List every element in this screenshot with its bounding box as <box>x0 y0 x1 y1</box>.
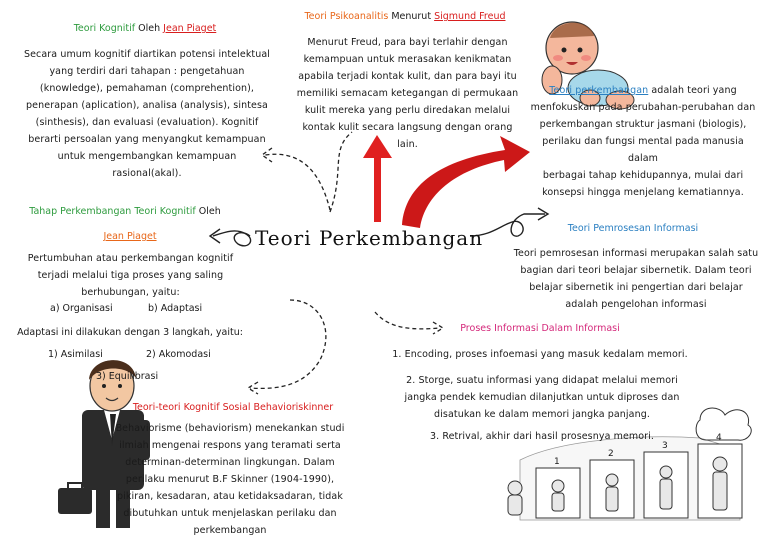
stage-label-4: 4 <box>716 433 722 443</box>
kognitif-heading-name[interactable]: Jean Piaget <box>163 23 217 34</box>
tahap-step-2: 2) Akomodasi <box>146 349 211 360</box>
proses-item-3: 3. Retrival, akhir dari hasil prosesnya memori. <box>429 431 655 442</box>
tahap-heading-prefix: Tahap Perkembangan Teori Kognitif <box>29 206 196 217</box>
tahap-heading <box>10 205 240 219</box>
tahap-body: Pertumbuhan atau perkembangan kognitif terjadi melalui tiga proses yang saling berhubungan, yaitu: <box>27 253 234 298</box>
tahap-step-1: 1) Asimilasi <box>48 349 103 360</box>
kognitif-body: Secara umum kognitif diartikan potensi intelektual yang terdiri dari tahapan : pengetahuan (knowledge), pemahaman (comprehention), penerapan (aplication), analisa (analysis), sintesa (sinthesis), dan evaluasi (evaluation). Kognitif berarti persoalan yang menyangkut kemampuan untuk mengembangkan kemampuan rasional(akal). <box>23 49 271 179</box>
proses-heading: Proses Informasi Dalam Informasi <box>460 323 620 334</box>
proses-item-1: 1. Encoding, proses infoemasi yang masuk kedalam memori. <box>392 349 688 360</box>
tahap-item-b: b) Adaptasi <box>148 303 203 314</box>
pemrosesan-heading: Teori Pemrosesan Informasi <box>567 223 699 234</box>
stage-label-2: 2 <box>608 449 614 459</box>
sosial-heading: Teori-teori Kognitif Sosial Behavioriskinner <box>132 402 334 413</box>
tahap-adaptasi-line: Adaptasi ini dilakukan dengan 3 langkah, yaitu: <box>17 327 243 338</box>
perkembangan-line-0 <box>528 82 758 99</box>
kognitif-heading <box>20 22 270 36</box>
psikoanalitis-heading-menurut: Menurut <box>391 11 432 22</box>
perkembangan-line-2: perkembangan struktur jasmani (biologis), <box>539 119 747 130</box>
perkembangan-line-0-text: adalah teori yang <box>651 85 737 96</box>
stage-label-3: 3 <box>662 441 668 451</box>
proses-item-2: 2. Storge, suatu informasi yang didapat melalui memori jangka pendek kemudian dilanjutkan untuk diproses dan disatukan ke dalam memori jangka panjang. <box>404 375 680 420</box>
perkembangan-body <box>528 82 758 201</box>
sosial-body: Behaviorisme (behaviorism) menekankan studi ilmiah mengenai respons yang teramati serta determinan-determinan lingkungan. Dalam perilaku menurut B.F Skinner (1904-1990), pikiran, kesadaran, atau ketidaksadaran, tidak dibutuhkan untuk menjelaskan perilaku dan perkembangan <box>115 423 345 536</box>
psikoanalitis-heading <box>285 10 525 24</box>
pemrosesan-body: Teori pemrosesan informasi merupakan salah satu bagian dari teori belajar sibernetik. Dalam teori belajar sibernetik ini pengertian dari belajar adalah pengelohan informasi <box>513 248 759 310</box>
tahap-heading-name-row <box>70 230 190 244</box>
perkembangan-line-5: konsepsi hingga menjelang kematiannya. <box>542 187 744 198</box>
tahap-heading-oleh: Oleh <box>198 206 221 217</box>
center-title: Teori Perkembangan <box>255 226 484 250</box>
stage-label-1: 1 <box>554 457 560 467</box>
psikoanalitis-heading-prefix: Teori Psikoanalitis <box>304 11 389 22</box>
perkembangan-line-3: perilaku dan fungsi mental pada manusia dalam <box>542 136 744 164</box>
perkembangan-link[interactable]: Teori perkembangan <box>549 85 649 96</box>
perkembangan-line-4: berbagai tahap kehidupannya, mulai dari <box>542 170 744 181</box>
kognitif-heading-prefix: Teori Kognitif <box>73 23 136 34</box>
psikoanalitis-heading-name[interactable]: Sigmund Freud <box>434 11 506 22</box>
tahap-step-3: 3) Equilibrasi <box>96 371 159 382</box>
psikoanalitis-body: Menurut Freud, para bayi terlahir dengan kemampuan untuk merasakan kenikmatan apabila terjadi kontak kulit, dan para bayi itu memiliki semacam ketegangan di permukaan kulit mereka yang perlu diredakan melalui kontak kulit secara langsung dengan orang lain. <box>296 37 519 150</box>
tahap-heading-name[interactable]: Jean Piaget <box>103 231 157 242</box>
tahap-item-a: a) Organisasi <box>50 303 113 314</box>
kognitif-heading-oleh: Oleh <box>138 23 161 34</box>
perkembangan-line-1: menfokuskan pada perubahan-perubahan dan <box>530 102 756 113</box>
